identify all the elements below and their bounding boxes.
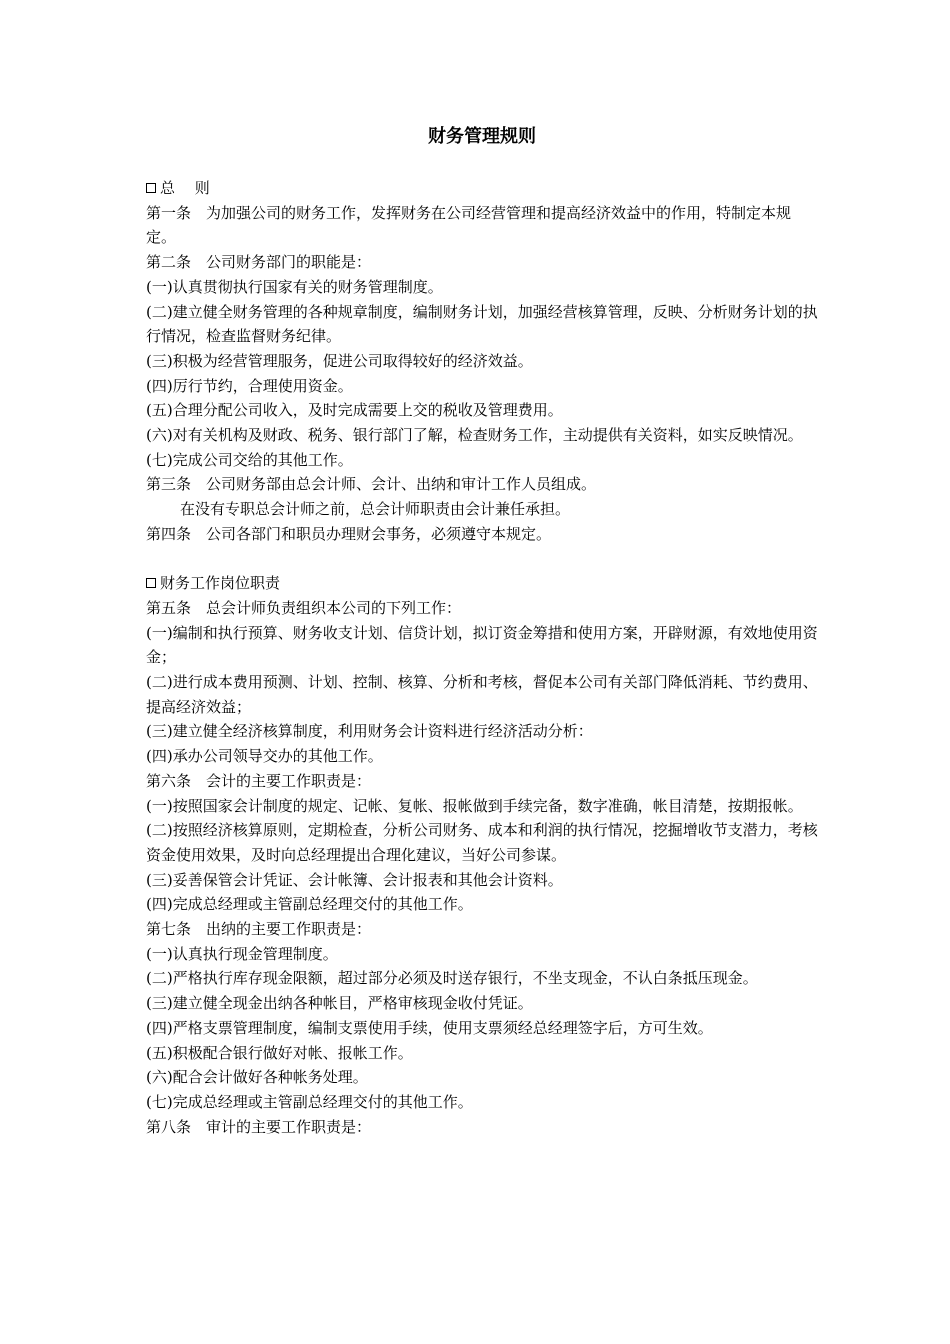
article-paragraph: (三)积极为经营管理服务，促进公司取得较好的经济效益。: [146, 351, 533, 370]
article-paragraph: 第四条 公司各部门和职员办理财会事务，必须遵守本规定。: [146, 524, 552, 543]
document-body: [146, 176, 818, 1139]
article-paragraph: (一)按照国家会计制度的规定、记帐、复帐、报帐做到手续完备，数字准确，帐目清楚，按期报帐。: [146, 796, 803, 815]
article-paragraph: (二)按照经济核算原则，定期检查，分析公司财务、成本和利润的执行情况，挖掘增收节支潜力，考核资金使用效果，及时向总经理提出合理化建议，当好公司参谋。: [146, 821, 818, 864]
checkbox-square-icon: [146, 183, 156, 193]
article-paragraph: 第五条 总会计师负责组织本公司的下列工作：: [146, 598, 462, 617]
article-paragraph: 第三条 公司财务部由总会计师、会计、出纳和审计工作人员组成。: [146, 475, 597, 494]
article-paragraph: (六)配合会计做好各种帐务处理。: [146, 1068, 368, 1087]
article-paragraph: (二)进行成本费用预测、计划、控制、核算、分析和考核，督促本公司有关部门降低消耗、节约费用、提高经济效益；: [146, 673, 818, 716]
article-paragraph: (三)妥善保管会计凭证、会计帐簿、会计报表和其他会计资料。: [146, 870, 563, 889]
article-paragraph: (六)对有关机构及财政、税务、银行部门了解，检查财务工作，主动提供有关资料，如实反映情况。: [146, 426, 803, 445]
article-paragraph: (一)编制和执行预算、财务收支计划、信贷计划，拟订资金筹措和使用方案，开辟财源，有效地使用资金；: [146, 623, 818, 667]
article-paragraph: (二)建立健全财务管理的各种规章制度，编制财务计划，加强经营核算管理，反映、分析财务计划的执行情况，检查监督财务纪律。: [146, 302, 818, 346]
article-paragraph: 第八条 审计的主要工作职责是：: [146, 1117, 372, 1136]
section-heading: [146, 571, 818, 596]
article-paragraph: (二)严格执行库存现金限额，超过部分必须及时送存银行，不坐支现金，不认白条抵压现金。: [146, 969, 758, 988]
section-heading-text: 总 则: [160, 179, 210, 197]
article-paragraph: (七)完成公司交给的其他工作。: [146, 450, 353, 469]
section-heading: [146, 176, 818, 201]
article-paragraph: (五)积极配合银行做好对帐、报帐工作。: [146, 1043, 413, 1062]
article-paragraph: (四)厉行节约，合理使用资金。: [146, 376, 353, 395]
article-paragraph: 第七条 出纳的主要工作职责是：: [146, 920, 372, 939]
article-paragraph: (三)建立健全现金出纳各种帐目，严格审核现金收付凭证。: [146, 994, 533, 1013]
section-gap: [146, 547, 818, 572]
article-paragraph: (五)合理分配公司收入，及时完成需要上交的税收及管理费用。: [146, 401, 563, 420]
article-paragraph: 第一条 为加强公司的财务工作，发挥财务在公司经营管理和提高经济效益中的作用，特制定本规定。: [146, 203, 792, 247]
article-paragraph: (四)完成总经理或主管副总经理交付的其他工作。: [146, 895, 473, 914]
article-paragraph: 在没有专职总会计师之前，总会计师职责由会计兼任承担。: [180, 500, 571, 519]
article-paragraph: 第二条 公司财务部门的职能是：: [146, 253, 372, 272]
article-paragraph: (一)认真贯彻执行国家有关的财务管理制度。: [146, 277, 443, 296]
article-paragraph: (四)严格支票管理制度，编制支票使用手续，使用支票须经总经理签字后，方可生效。: [146, 1018, 713, 1037]
document-title: 财务管理规则: [428, 126, 536, 147]
article-paragraph: 第六条 会计的主要工作职责是：: [146, 771, 372, 790]
article-paragraph: (三)建立健全经济核算制度，利用财务会计资料进行经济活动分析：: [146, 722, 593, 741]
document-page: [146, 120, 818, 1139]
section-heading-text: 财务工作岗位职责: [160, 574, 281, 593]
article-paragraph: (四)承办公司领导交办的其他工作。: [146, 747, 383, 766]
article-paragraph: (一)认真执行现金管理制度。: [146, 944, 338, 963]
checkbox-square-icon: [146, 578, 156, 588]
article-paragraph: (七)完成总经理或主管副总经理交付的其他工作。: [146, 1093, 473, 1111]
